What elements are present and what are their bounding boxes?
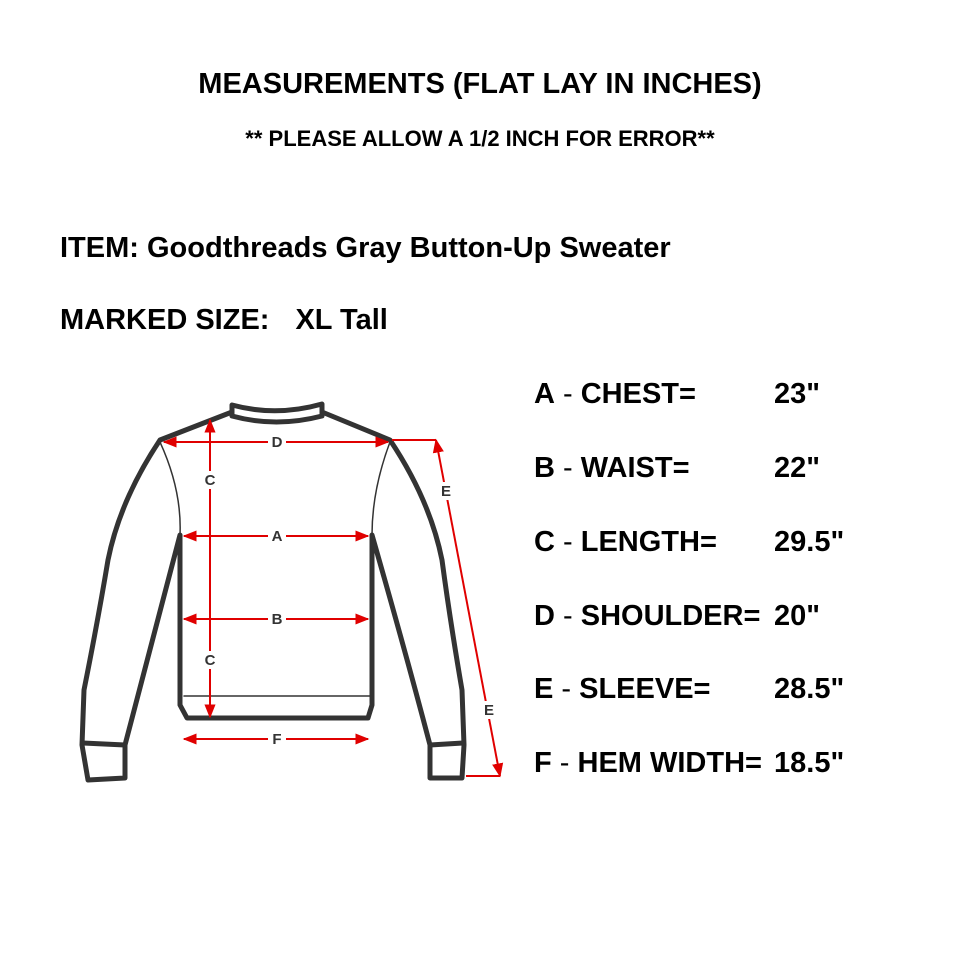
label-f: F — [272, 731, 282, 748]
size-value: XL Tall — [295, 304, 388, 336]
label-d: D — [271, 434, 283, 451]
meas-name: LENGTH= — [580, 526, 717, 558]
sweater-body — [82, 412, 464, 780]
meas-letter: B — [534, 452, 555, 484]
left-cuff-line — [83, 743, 125, 745]
meas-letter: F — [534, 747, 552, 779]
label-c-lower: C — [204, 652, 216, 669]
meas-name: HEM WIDTH= — [577, 747, 762, 779]
meas-name: CHEST= — [580, 378, 696, 410]
label-e-lower: E — [483, 702, 495, 719]
meas-value: 18.5" — [774, 747, 845, 779]
left-armhole-seam — [160, 442, 180, 535]
meas-name: WAIST= — [580, 452, 690, 484]
meas-value: 28.5" — [774, 673, 845, 705]
meas-sep: - — [551, 747, 578, 779]
meas-sep: - — [554, 452, 581, 484]
meas-value: 20" — [774, 600, 821, 632]
item-name: Goodthreads Gray Button-Up Sweater — [147, 232, 671, 264]
meas-name: SHOULDER= — [580, 600, 761, 632]
meas-value: 29.5" — [774, 526, 845, 558]
label-b: B — [271, 611, 283, 628]
label-c-upper: C — [204, 472, 216, 489]
meas-letter: A — [534, 378, 555, 410]
sweater-outline — [82, 404, 464, 780]
meas-letter: C — [534, 526, 555, 558]
meas-sep: - — [553, 673, 580, 705]
label-a: A — [271, 528, 283, 545]
meas-sep: - — [554, 378, 581, 410]
meas-letter: D — [534, 600, 555, 632]
meas-name: SLEEVE= — [579, 673, 711, 705]
meas-value: 23" — [774, 378, 821, 410]
item-line — [60, 232, 671, 265]
meas-letter: E — [534, 673, 554, 705]
label-e-upper: E — [440, 483, 452, 500]
sweater-diagram — [0, 380, 530, 800]
meas-sep: - — [554, 526, 581, 558]
sweater-collar — [232, 404, 322, 422]
item-label: ITEM: — [60, 232, 139, 264]
size-line — [60, 304, 388, 337]
right-armhole-seam — [372, 442, 390, 535]
right-cuff-line — [430, 743, 463, 745]
size-label: MARKED SIZE: — [60, 304, 270, 336]
meas-sep: - — [554, 600, 581, 632]
meas-value: 22" — [774, 452, 821, 484]
error-note: ** PLEASE ALLOW A 1/2 INCH FOR ERROR** — [245, 126, 715, 151]
page-title: MEASUREMENTS (FLAT LAY IN INCHES) — [198, 68, 762, 100]
